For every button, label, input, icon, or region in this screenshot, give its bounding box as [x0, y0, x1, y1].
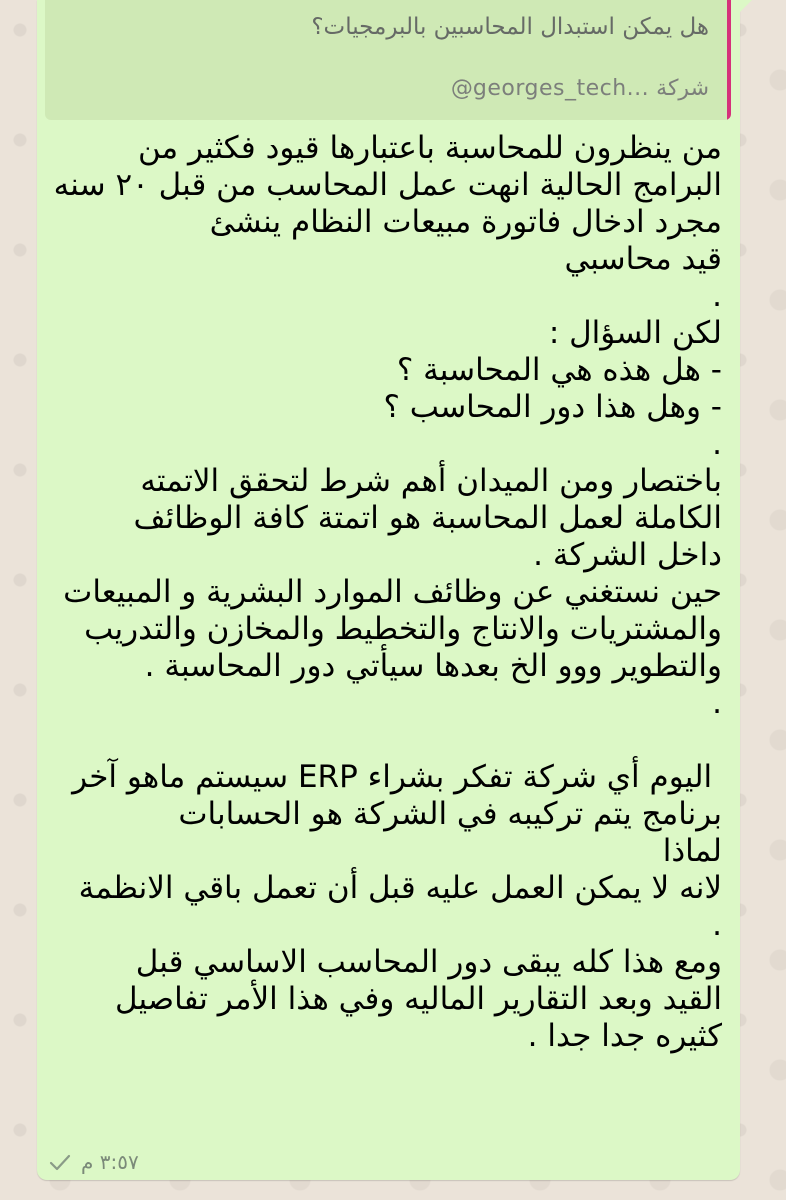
message-line: حين نستغني عن وظائف الموارد البشرية و المبيعات [63, 574, 722, 610]
message-line: والمشتريات والانتاج والتخطيط والمخازن والتدريب [84, 611, 722, 647]
message-line: اليوم أي شركة تفكر بشراء ERP سيستم ماهو آخر [72, 759, 722, 795]
message-line: برنامج يتم تركيبه في الشركة هو الحسابات [178, 796, 722, 832]
message-line: . [712, 426, 722, 462]
bubble-tail [738, 0, 752, 14]
message-line: لماذا [662, 833, 722, 869]
message-text [37, 130, 722, 1055]
message-line: الكاملة لعمل المحاسبة هو اتمتة كافة الوظائف [133, 500, 722, 536]
message-time: ٣:٥٧ م [81, 1150, 139, 1174]
message-line: قيد محاسبي [564, 241, 722, 277]
quoted-author-prefix: شركة [656, 76, 709, 101]
message-line: لكن السؤال : [548, 315, 722, 351]
message-line: ومع هذا كله يبقى دور المحاسب الاساسي قبل [135, 944, 722, 980]
message-line: . [712, 907, 722, 943]
message-line: . [712, 685, 722, 721]
quoted-text: هل يمكن استبدال المحاسبين بالبرمجيات؟ [311, 14, 709, 40]
message-line: - هل هذه هي المحاسبة ؟ [396, 352, 722, 388]
message-line: لانه لا يمكن العمل عليه قبل أن تعمل باقي الانظمة [78, 870, 722, 906]
message-line: والتطوير ووو الخ بعدها سيأتي دور المحاسبة . [144, 648, 722, 684]
message-line: باختصار ومن الميدان أهم شرط لتحقق الاتمته [140, 463, 722, 499]
check-icon [49, 1153, 71, 1171]
message-line: من ينظرون للمحاسبة باعتبارها قيود فكثير من [137, 130, 722, 166]
quoted-message[interactable] [45, 0, 731, 120]
quoted-author [451, 76, 709, 101]
quoted-author-handle: @georges_tech... [450, 76, 650, 101]
message-line: مجرد ادخال فاتورة مبيعات النظام ينشئ [209, 204, 722, 240]
quote-accent-bar [727, 0, 731, 120]
message-bubble[interactable] [37, 0, 740, 1180]
message-line: البرامج الحالية انهت عمل المحاسب من قبل ٢٠ سنه [53, 167, 722, 203]
message-line: داخل الشركة . [533, 537, 722, 573]
message-line: كثيره جدا جدا . [527, 1018, 722, 1054]
message-meta [49, 1150, 139, 1174]
message-line: . [712, 278, 722, 314]
message-line [37, 722, 722, 759]
message-line: - وهل هذا دور المحاسب ؟ [383, 389, 722, 425]
message-line: القيد وبعد التقارير الماليه وفي هذا الأمر تفاصيل [114, 981, 722, 1017]
